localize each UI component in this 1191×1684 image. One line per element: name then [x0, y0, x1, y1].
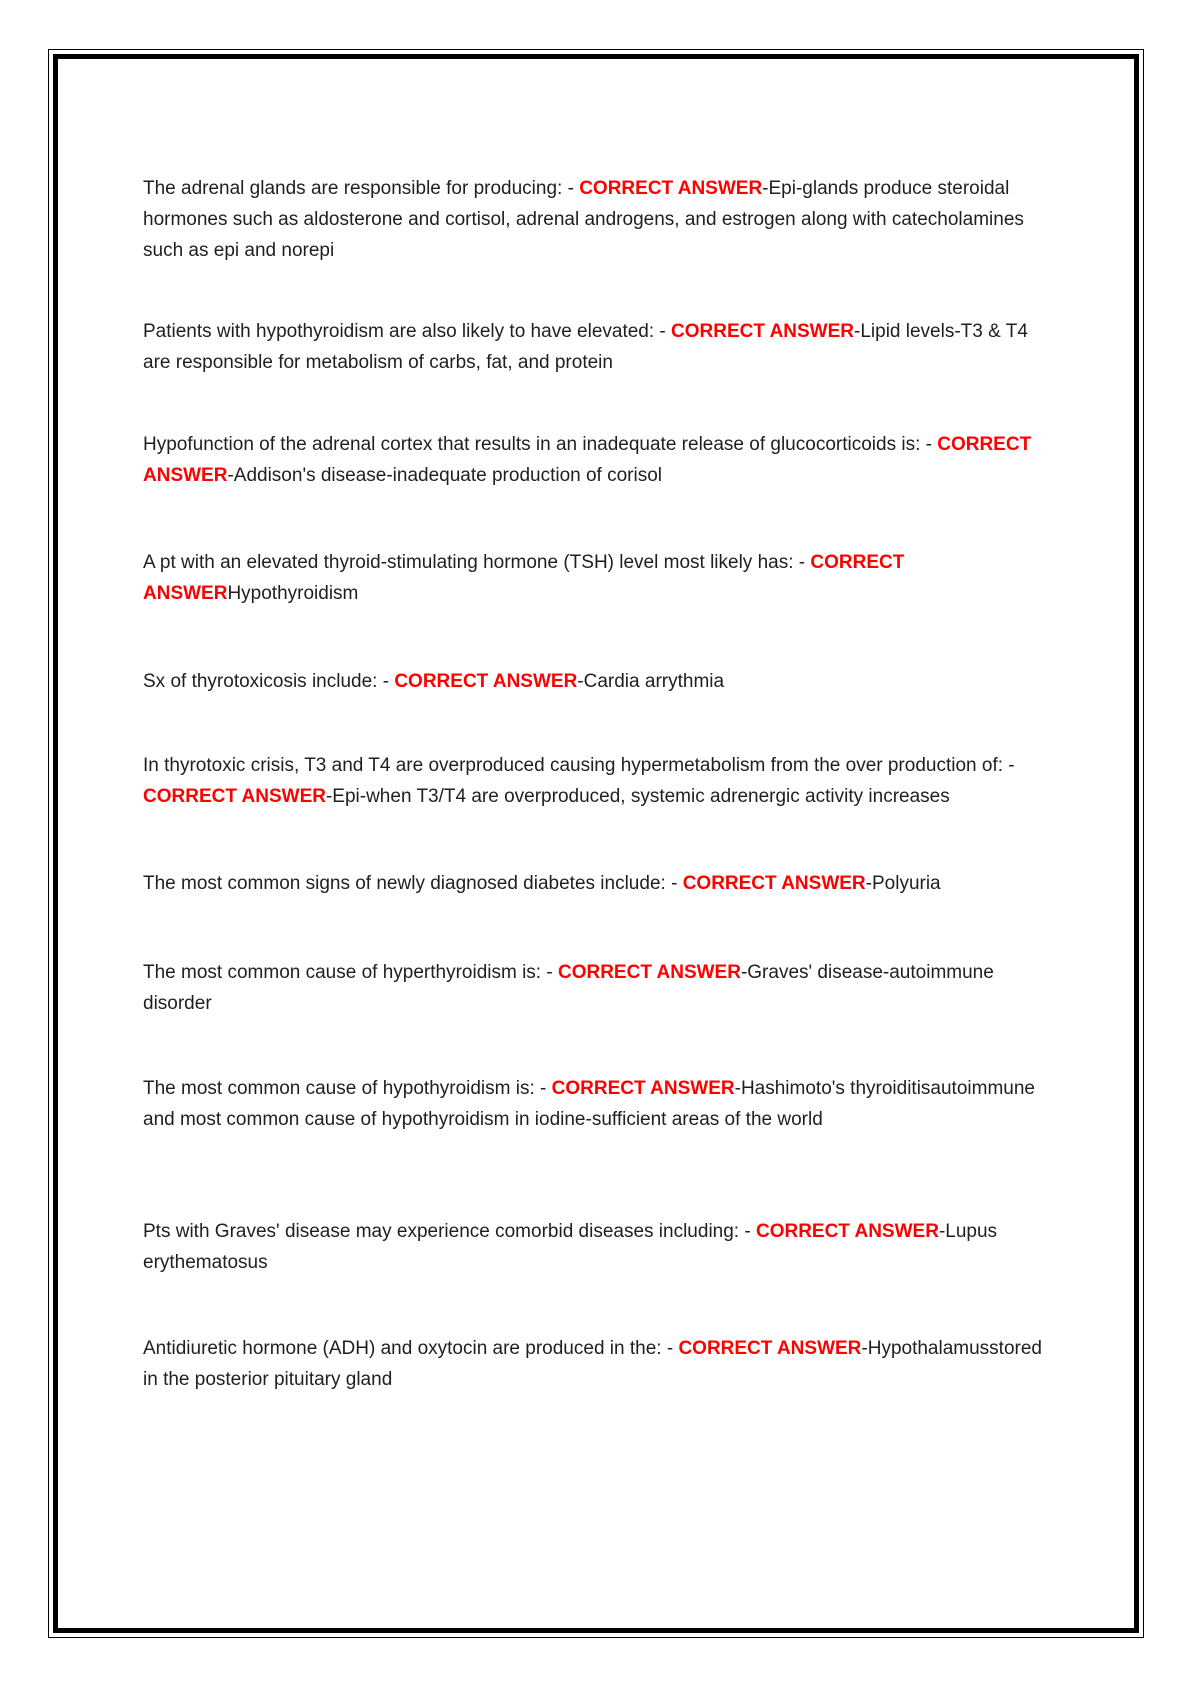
- qa-item: [143, 547, 1048, 609]
- correct-answer-label: CORRECT ANSWER: [557, 962, 741, 983]
- question-text: The adrenal glands are responsible for producing: -: [143, 178, 580, 199]
- correct-answer-label: CORRECT ANSWER: [682, 873, 866, 894]
- question-text: Hypofunction of the adrenal cortex that results in an inadequate release of glucocorticoids is: -: [143, 434, 938, 455]
- answer-text: -Graves' disease-autoimmune disorder: [143, 962, 994, 1014]
- qa-item: [143, 957, 1048, 1019]
- answer-text: -Lipid levels-T3 & T4 are responsible for metabolism of carbs, fat, and protein: [143, 321, 1028, 373]
- correct-answer-label: CORRECT ANSWER: [143, 786, 326, 807]
- question-text: The most common cause of hyperthyroidism is: -: [143, 962, 558, 983]
- qa-item: [143, 1216, 1048, 1278]
- correct-answer-label: CORRECT ANSWER: [678, 1338, 862, 1359]
- qa-item: [143, 750, 1048, 812]
- qa-item: [143, 868, 1048, 899]
- correct-answer-label: CORRECT ANSWER: [143, 434, 1032, 486]
- answer-text: -Cardia arrythmia: [577, 671, 725, 692]
- question-text: The most common cause of hypothyroidism is: -: [143, 1078, 552, 1099]
- correct-answer-label: CORRECT ANSWER: [579, 178, 763, 199]
- qa-item: [143, 316, 1048, 378]
- page-border-inner: [53, 54, 1139, 1633]
- correct-answer-label: CORRECT ANSWER: [394, 671, 578, 692]
- qa-item: [143, 666, 1048, 697]
- qa-item: [143, 1073, 1048, 1135]
- correct-answer-label: CORRECT ANSWER: [755, 1221, 939, 1242]
- qa-item: [143, 429, 1048, 491]
- answer-text: -Hashimoto's thyroiditisautoimmune and most common cause of hypothyroidism in iodine-sufficient areas of the world: [143, 1078, 1035, 1130]
- answer-text: -Polyuria: [865, 873, 941, 894]
- question-text: Sx of thyrotoxicosis include: -: [143, 671, 395, 692]
- question-text: Antidiuretic hormone (ADH) and oxytocin are produced in the: -: [143, 1338, 679, 1359]
- correct-answer-label: CORRECT ANSWER: [143, 552, 905, 604]
- question-text: A pt with an elevated thyroid-stimulating hormone (TSH) level most likely has: -: [143, 552, 811, 573]
- answer-text: -Lupus erythematosus: [143, 1221, 998, 1273]
- correct-answer-label: CORRECT ANSWER: [671, 321, 855, 342]
- qa-item: [143, 1333, 1048, 1395]
- answer-text: -Epi-glands produce steroidal hormones such as aldosterone and cortisol, adrenal androgens, and estrogen along with catecholamines such as epi and norepi: [143, 178, 1024, 261]
- answer-text: Hypothyroidism: [227, 583, 359, 604]
- answer-text: -Hypothalamusstored in the posterior pituitary gland: [143, 1338, 1042, 1390]
- answer-text: -Epi-when T3/T4 are overproduced, systemic adrenergic activity increases: [325, 786, 950, 807]
- qa-item: [143, 173, 1048, 266]
- question-text: In thyrotoxic crisis, T3 and T4 are overproduced causing hypermetabolism from the over production of: -: [143, 755, 1015, 776]
- correct-answer-label: CORRECT ANSWER: [551, 1078, 735, 1099]
- question-text: Pts with Graves' disease may experience comorbid diseases including: -: [143, 1221, 756, 1242]
- question-text: The most common signs of newly diagnosed diabetes include: -: [143, 873, 683, 894]
- answer-text: -Addison's disease-inadequate production of corisol: [227, 465, 663, 486]
- question-text: Patients with hypothyroidism are also likely to have elevated: -: [143, 321, 672, 342]
